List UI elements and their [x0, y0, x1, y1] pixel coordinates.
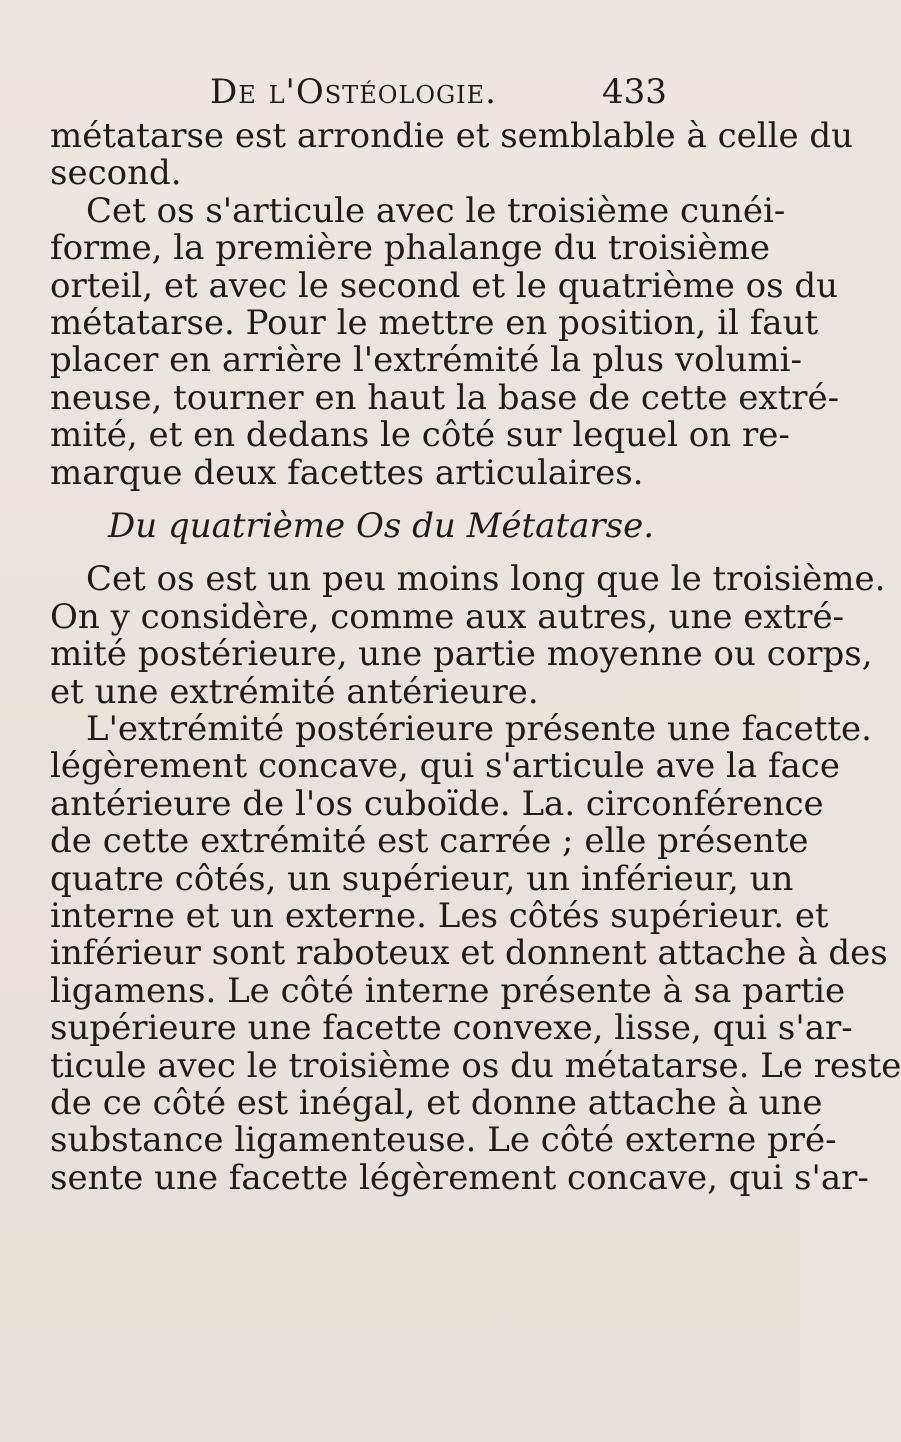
- text-line: L'extrémité postérieure présente une facette.: [86, 709, 872, 749]
- text-line: quatre côtés, un supérieur, un inférieur, un: [50, 858, 794, 899]
- text-line: substance ligamenteuse. Le côté externe pré-: [50, 1120, 837, 1161]
- text-line: Cet os est un peu moins long que le troisième.: [86, 559, 886, 600]
- text-line: antérieure de l'os cuboïde. La. circonférence: [50, 783, 824, 824]
- text-line: de ce côté est inégal, et donne attache à une: [50, 1083, 823, 1123]
- text-line: orteil, et avec le second et le quatrième os du: [50, 265, 839, 306]
- text-line: placer en arrière l'extrémité la plus volumi-: [50, 340, 802, 381]
- text-line: second.: [50, 153, 182, 194]
- text-line: légèrement concave, qui s'articule ave la face: [50, 746, 840, 787]
- text-line: sente une facette légèrement concave, qui s'ar-: [50, 1157, 869, 1198]
- text-line: métatarse est arrondie et semblable à celle du: [50, 116, 854, 156]
- page-header: [0, 72, 800, 118]
- text-line: interne et un externe. Les côtés supérieur. et: [50, 896, 829, 936]
- text-line: marque deux facettes articulaires.: [50, 452, 644, 493]
- text-line: ticule avec le troisième os du métatarse. Le reste: [50, 1045, 901, 1086]
- running-head: De l'Ostéologie.: [210, 72, 497, 112]
- text-line: métatarse. Pour le mettre en position, il faut: [50, 303, 819, 343]
- text-line: mité postérieure, une partie moyenne ou corps,: [50, 634, 873, 675]
- text-line: ligamens. Le côté interne présente à sa partie: [50, 970, 846, 1011]
- text-line: On y considère, comme aux autres, une extré-: [50, 596, 845, 637]
- page-number: 433: [602, 72, 667, 112]
- text-line: neuse, tourner en haut la base de cette extré-: [50, 377, 840, 418]
- text-line: inférieur sont raboteux et donnent attache à des: [50, 933, 888, 974]
- text-line: et une extrémité antérieure.: [50, 671, 539, 712]
- text-line: Cet os s'articule avec le troisième cunéi-: [86, 190, 786, 231]
- text-line: supérieure une facette convexe, lisse, qui s'ar-: [50, 1008, 853, 1049]
- text-line: de cette extrémité est carrée ; elle présente: [50, 821, 809, 862]
- section-heading: Du quatrième Os du Métatarse.: [108, 506, 655, 546]
- text-line: forme, la première phalange du troisième: [50, 228, 770, 269]
- text-line: mité, et en dedans le côté sur lequel on re-: [50, 415, 790, 456]
